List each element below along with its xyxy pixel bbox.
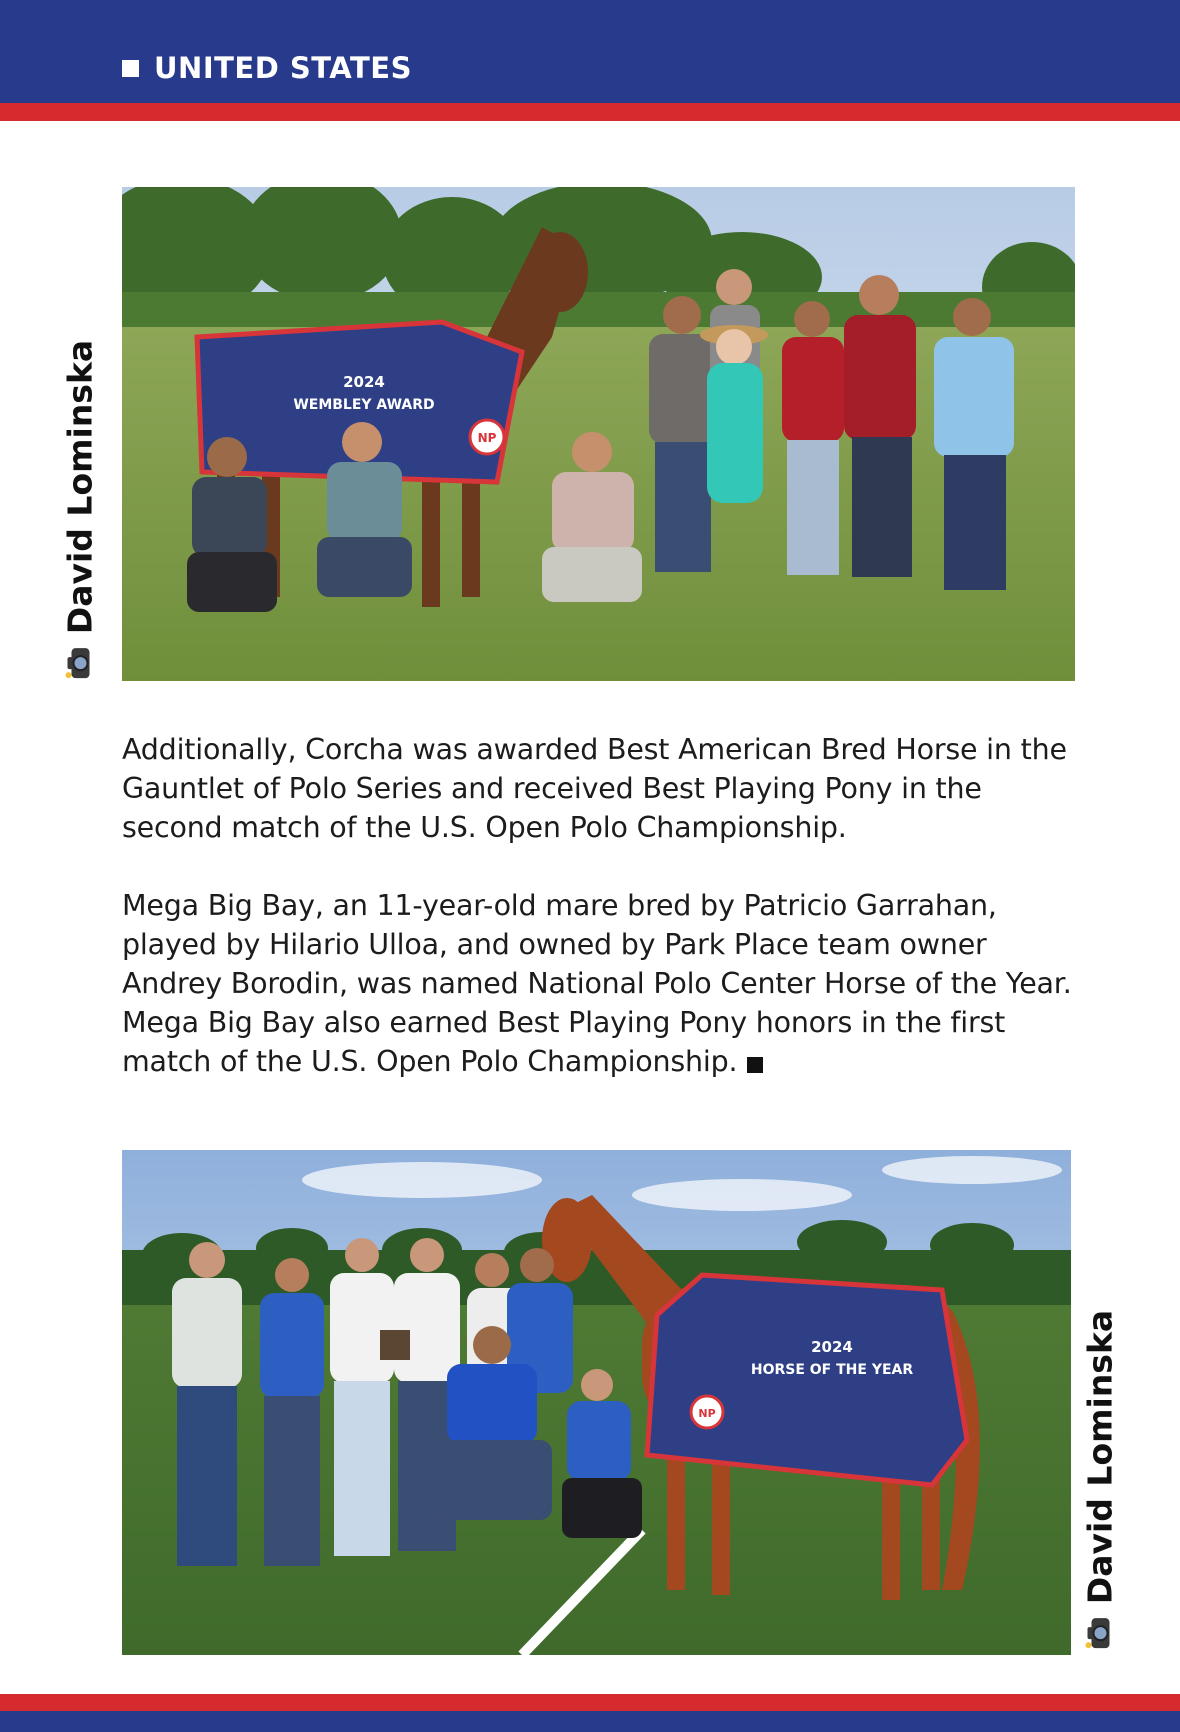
article-paragraph-1: Additionally, Corcha was awarded Best American Bred Horse in the Gauntlet of Polo Series and received Best Playing Pony in the second match of the U.S. Open Polo Championship. — [122, 733, 1067, 844]
blanket-year: 2024 — [343, 373, 385, 391]
camera-icon — [61, 646, 100, 680]
photo-horse-of-the-year — [122, 1150, 1071, 1655]
trophy-icon — [380, 1330, 410, 1360]
blanket-logo-text: NP — [477, 431, 497, 445]
photo-wembley-award-illustration — [122, 187, 1075, 681]
camera-icon — [1081, 1616, 1120, 1650]
blanket-title: WEMBLEY AWARD — [293, 397, 435, 413]
blanket-year: 2024 — [811, 1338, 853, 1356]
photo-credit — [1081, 1310, 1120, 1650]
photo-credit-name: David Lominska — [1080, 1309, 1120, 1605]
header-red-stripe — [0, 103, 1180, 121]
end-of-article-icon — [747, 1057, 763, 1073]
blanket-logo-text: NP — [698, 1407, 716, 1420]
article-paragraph-2-text: Mega Big Bay, an 11-year-old mare bred by Patricio Garrahan, played by Hilario Ulloa, and owned by Park Place team owner Andrey Borodin, was named National Polo Center Horse of the Year. Mega Big Bay also earned Best Playing Pony honors in the first match of the U.S. Open Polo Championship. — [122, 889, 1072, 1078]
section-label — [122, 48, 412, 88]
article-paragraph-2 — [122, 886, 1082, 1081]
article-body — [122, 730, 1082, 1120]
section-label-text: UNITED STATES — [154, 51, 412, 85]
photo-credit-name: David Lominska — [60, 339, 100, 635]
blanket-title: HORSE OF THE YEAR — [750, 1362, 914, 1378]
photo-credit — [61, 340, 100, 680]
photo-wembley-award — [122, 187, 1075, 681]
footer-red-stripe — [0, 1694, 1180, 1711]
footer-band — [0, 1711, 1180, 1732]
square-bullet-icon — [122, 60, 139, 77]
photo-horse-of-the-year-illustration — [122, 1150, 1071, 1655]
